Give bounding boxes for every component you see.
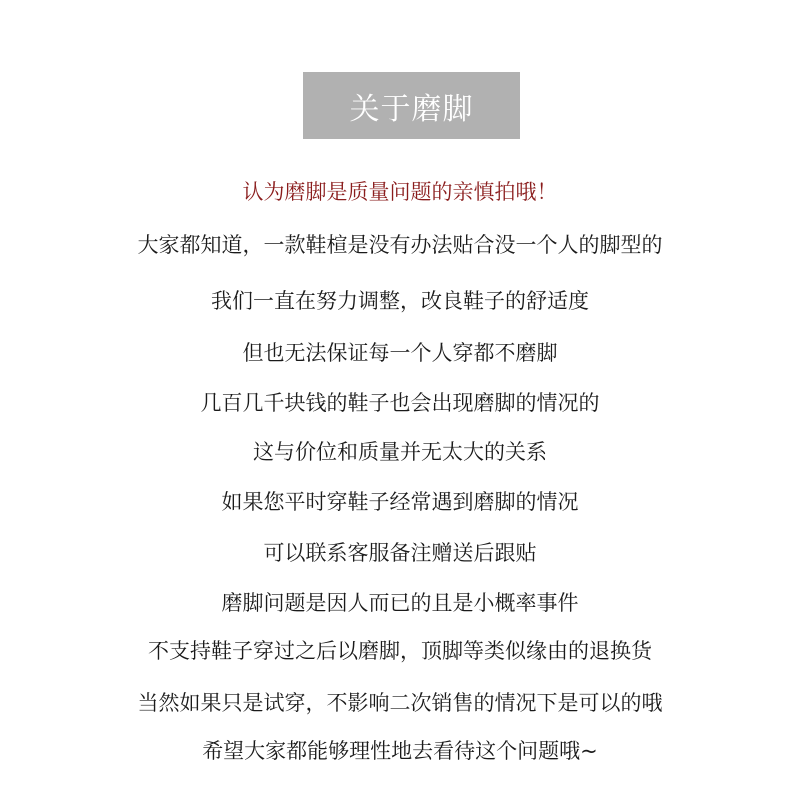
text-line-4: 几百几千块钱的鞋子也会出现磨脚的情况的 (200, 391, 600, 415)
text-line-8: 磨脚问题是因人而已的且是小概率事件 (221, 591, 579, 615)
text-line-3: 但也无法保证每一个人穿都不磨脚 (242, 341, 558, 365)
page-title: 关于磨脚 (303, 72, 520, 139)
text-line-10: 当然如果只是试穿，不影响二次销售的情况下是可以的哦 (137, 691, 663, 715)
warning-line: 认为磨脚是质量问题的亲慎拍哦！ (242, 180, 558, 204)
text-line-7: 可以联系客服备注赠送后跟贴 (263, 541, 537, 565)
text-line-1: 大家都知道，一款鞋楦是没有办法贴合没一个人的脚型的 (137, 233, 663, 257)
text-line-2: 我们一直在努力调整，改良鞋子的舒适度 (211, 289, 589, 313)
text-line-5: 这与价位和质量并无太大的关系 (253, 440, 547, 464)
text-line-6: 如果您平时穿鞋子经常遇到磨脚的情况 (221, 490, 579, 514)
text-line-11: 希望大家都能够理性地去看待这个问题哦~ (202, 739, 598, 763)
text-line-9: 不支持鞋子穿过之后以磨脚，顶脚等类似缘由的退换货 (148, 639, 652, 663)
